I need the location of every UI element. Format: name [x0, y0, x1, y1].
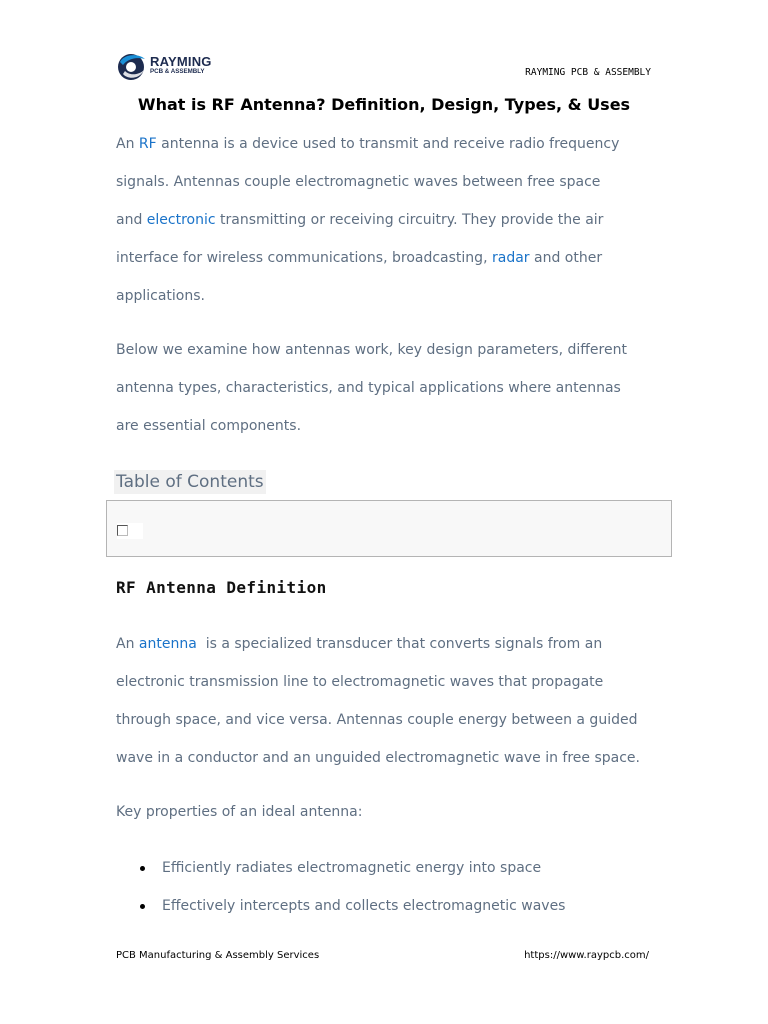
rayming-logo-icon — [114, 50, 148, 82]
text-line: signals. Antennas couple electromagnetic waves between free space — [116, 174, 601, 190]
bullet-list — [116, 849, 656, 925]
key-properties-intro — [116, 793, 656, 831]
footer-tagline: PCB Manufacturing & Assembly Services — [116, 950, 320, 961]
logo-subtitle: PCB & ASSEMBLY — [150, 68, 205, 75]
text-line: applications. — [116, 288, 205, 304]
antenna-link[interactable]: antenna — [138, 636, 197, 652]
text-line: and electronic transmitting or receiving circuitry. They provide the air — [116, 212, 604, 228]
text-line: electronic transmission line to electromagnetic waves that propagate — [116, 674, 604, 690]
text-line: wave in a conductor and an unguided electromagnetic wave in free space. — [116, 750, 640, 766]
text-line: Key properties of an ideal antenna: — [116, 804, 363, 820]
section-heading: RF Antenna Definition — [116, 578, 327, 597]
header-company-name: RAYMING PCB & ASSEMBLY — [525, 67, 651, 78]
text-line: Below we examine how antennas work, key design parameters, different — [116, 342, 627, 358]
list-item — [116, 849, 656, 887]
overview-paragraph — [116, 331, 656, 445]
intro-paragraph — [116, 125, 656, 315]
list-item — [116, 887, 656, 925]
electronic-link[interactable]: electronic — [146, 212, 216, 228]
bullet-icon — [140, 904, 145, 909]
radar-link[interactable]: radar — [491, 250, 530, 266]
text-line: interface for wireless communications, broadcasting, radar and other — [116, 250, 603, 266]
list-item-text: Efficiently radiates electromagnetic energy into space — [162, 860, 542, 876]
text-line: An antenna is a specialized transducer that converts signals from an — [116, 636, 603, 652]
text-line: antenna types, characteristics, and typical applications where antennas — [116, 380, 621, 396]
definition-paragraph — [116, 625, 656, 777]
company-logo — [114, 50, 214, 82]
text-line: An RF antenna is a device used to transmit and receive radio frequency — [116, 136, 620, 152]
toc-box — [106, 500, 672, 557]
text-line: through space, and vice versa. Antennas couple energy between a guided — [116, 712, 638, 728]
checkbox-icon — [117, 525, 128, 536]
footer-website-link[interactable]: https://www.raypcb.com/ — [524, 950, 649, 961]
document-title: What is RF Antenna? Definition, Design, Types, & Uses — [137, 95, 631, 114]
logo-name: RAYMING — [150, 54, 212, 69]
toc-title: Table of Contents — [116, 472, 264, 492]
rf-link[interactable]: RF — [138, 136, 157, 152]
bullet-icon — [140, 866, 145, 871]
text-line: are essential components. — [116, 418, 302, 434]
list-item-text: Effectively intercepts and collects electromagnetic waves — [162, 898, 566, 914]
toc-placeholder[interactable] — [117, 523, 143, 539]
